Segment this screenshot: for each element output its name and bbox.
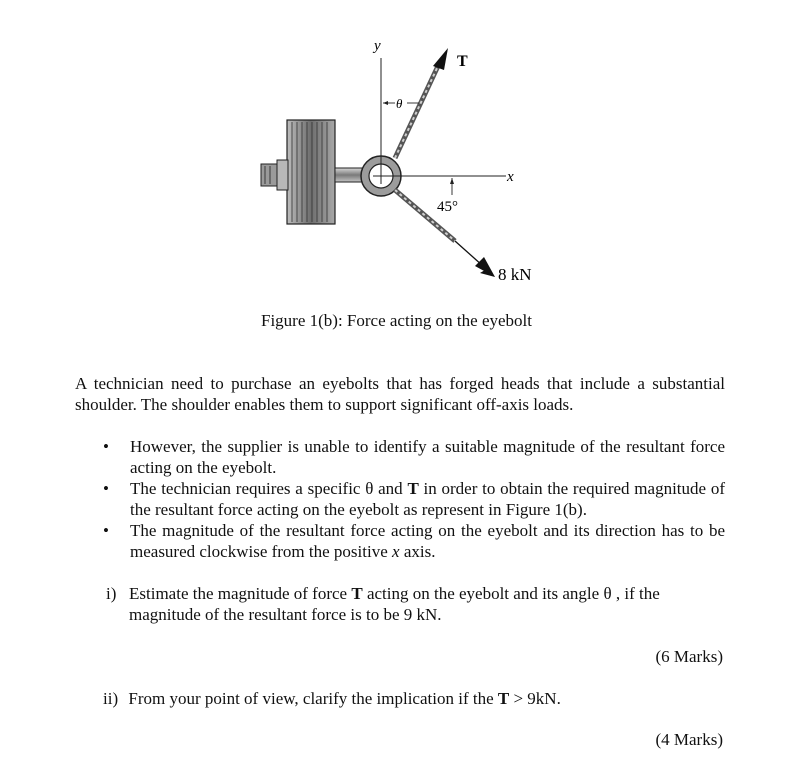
bullet-item xyxy=(75,478,725,520)
label-theta: θ xyxy=(396,96,403,111)
bullet-text-italic: x xyxy=(392,542,400,561)
question-2-marks: (4 Marks) xyxy=(655,730,723,749)
bullet-item xyxy=(75,520,725,562)
question-text: From your point of view, clarify the implication if the xyxy=(128,689,498,708)
bullet-text: The magnitude of the resultant force acting on the eyebolt and its direction has to be measured clockwise from the positive xyxy=(130,521,725,561)
arrow-T xyxy=(433,48,448,70)
question-text: > 9kN. xyxy=(509,689,561,708)
bullet-text: axis. xyxy=(399,542,436,561)
wall-plate xyxy=(287,120,335,224)
bullet-text-bold: T xyxy=(407,479,419,498)
label-y: y xyxy=(374,38,381,54)
label-T: T xyxy=(457,53,468,70)
question-2 xyxy=(103,688,723,709)
bullet-text: The technician requires a specific θ and xyxy=(130,479,408,498)
bullet-dot: • xyxy=(103,437,109,456)
bullet-text: However, the supplier is unable to identify a suitable magnitude of the resultant force acting on the eyebolt. xyxy=(130,437,725,477)
bullet-dot: • xyxy=(103,479,109,498)
angle-45-dimension xyxy=(450,178,454,195)
question-number: i) xyxy=(106,584,117,603)
question-text: acting on the eyebolt and its angle θ , if the magnitude of the resultant force is to be 9 kN. xyxy=(129,584,660,624)
question-text-bold: T xyxy=(351,584,363,603)
rope-T xyxy=(395,48,448,158)
intro-paragraph: A technician need to purchase an eyebolts that has forged heads that include a substantial shoulder. The shoulder enables them to support significant off-axis loads. xyxy=(75,374,725,414)
question-number: ii) xyxy=(103,689,119,708)
label-8kn: 8 kN xyxy=(498,265,532,284)
bullet-list xyxy=(75,436,725,562)
eyebolt-figure xyxy=(0,0,793,300)
label-45: 45° xyxy=(437,199,458,215)
question-text: Estimate the magnitude of force xyxy=(129,584,352,603)
figure-caption: Figure 1(b): Force acting on the eyebolt xyxy=(261,311,532,330)
label-x: x xyxy=(507,169,514,185)
question-1-marks: (6 Marks) xyxy=(655,647,723,666)
nut xyxy=(261,160,288,190)
bullet-item xyxy=(75,436,725,478)
question-text-bold: T xyxy=(497,689,510,708)
bullet-text: in order to obtain the required magnitude of the resultant force acting on the eyebolt as represent in Figure 1(b). xyxy=(130,479,725,519)
question-1 xyxy=(106,583,706,625)
bullet-dot: • xyxy=(103,521,109,540)
